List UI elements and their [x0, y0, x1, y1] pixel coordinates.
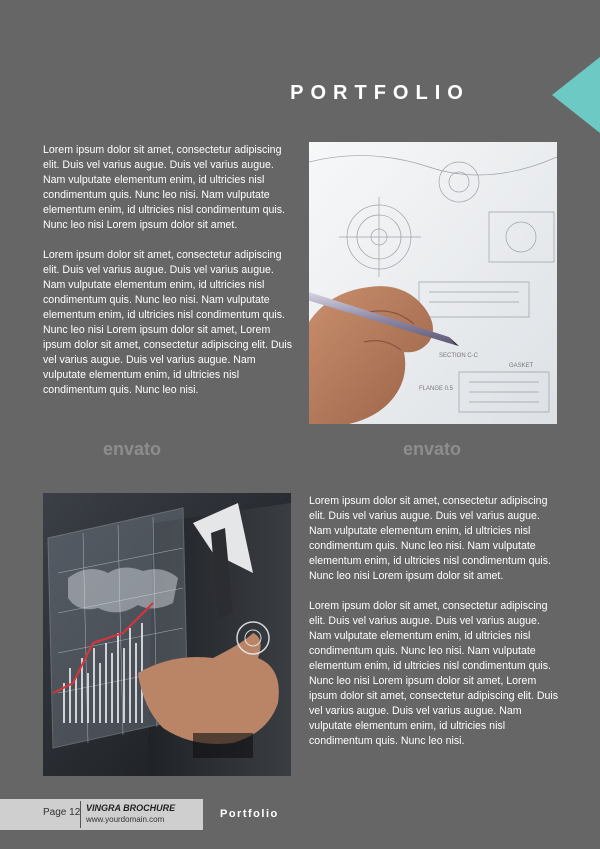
- brand-domain: www.yourdomain.com: [86, 815, 165, 824]
- businessman-touchscreen-photo: [43, 493, 291, 776]
- envato-watermark: envato: [403, 439, 462, 459]
- accent-triangle: [552, 57, 600, 133]
- page-title: PORTFOLIO: [290, 82, 470, 104]
- section-1-paragraph-1: Lorem ipsum dolor sit amet, consectetur adipiscing elit. Duis vel varius augue. Duis vel varius augue. Nam vulputate elementum enim, id ultricies nisl condimentum quis. Nunc leo nisi. Nam vulputate elementum enim, id ultricies nisl condimentum quis. Nunc leo nisi Lorem ipsum dolor sit amet.: [43, 144, 285, 231]
- technical-drawing-photo: [309, 142, 557, 424]
- envato-watermark: envato: [103, 439, 162, 459]
- section-2-paragraph-2: Lorem ipsum dolor sit amet, consectetur adipiscing elit. Duis vel varius augue. Duis vel varius augue. Nam vulputate elementum enim, id ultricies nisl condimentum quis. Nunc leo nisi. Nam vulputate elementum enim, id ultricies nisl condimentum quis. Nunc leo nisi Lorem ipsum dolor sit amet, Lorem ipsum dolor sit amet, consectetur adipiscing elit. Duis vel varius augue. Duis vel varius augue. Nam vulputate elementum enim, id ultricies nisl condimentum quis. Nunc leo nisi.: [309, 600, 559, 747]
- section-1-text: [43, 143, 293, 413]
- footer-divider: [80, 801, 81, 828]
- section-2-paragraph-1: Lorem ipsum dolor sit amet, consectetur adipiscing elit. Duis vel varius augue. Duis vel varius augue. Nam vulputate elementum enim, id ultricies nisl condimentum quis. Nunc leo nisi. Nam vulputate elementum enim, id ultricies nisl condimentum quis. Nunc leo nisi Lorem ipsum dolor sit amet.: [309, 495, 551, 582]
- svg-text:FLANGE 0.5: FLANGE 0.5: [419, 386, 454, 392]
- svg-text:GASKET: GASKET: [509, 363, 534, 369]
- svg-text:SECTION C-C: SECTION C-C: [439, 353, 478, 359]
- page-number: Page 12: [43, 807, 81, 818]
- section-2-text: [309, 494, 559, 764]
- section-1-paragraph-2: Lorem ipsum dolor sit amet, consectetur adipiscing elit. Duis vel varius augue. Duis vel varius augue. Nam vulputate elementum enim, id ultricies nisl condimentum quis. Nunc leo nisi. Nam vulputate elementum enim, id ultricies nisl condimentum quis. Nunc leo nisi Lorem ipsum dolor sit amet, Lorem ipsum dolor sit amet, consectetur adipiscing elit. Duis vel varius augue. Duis vel varius augue. Nam vulputate elementum enim, id ultricies nisl condimentum quis. Nunc leo nisi.: [43, 249, 293, 396]
- footer-section-label: Portfolio: [220, 808, 279, 820]
- brand-name: VINGRA BROCHURE: [86, 803, 176, 813]
